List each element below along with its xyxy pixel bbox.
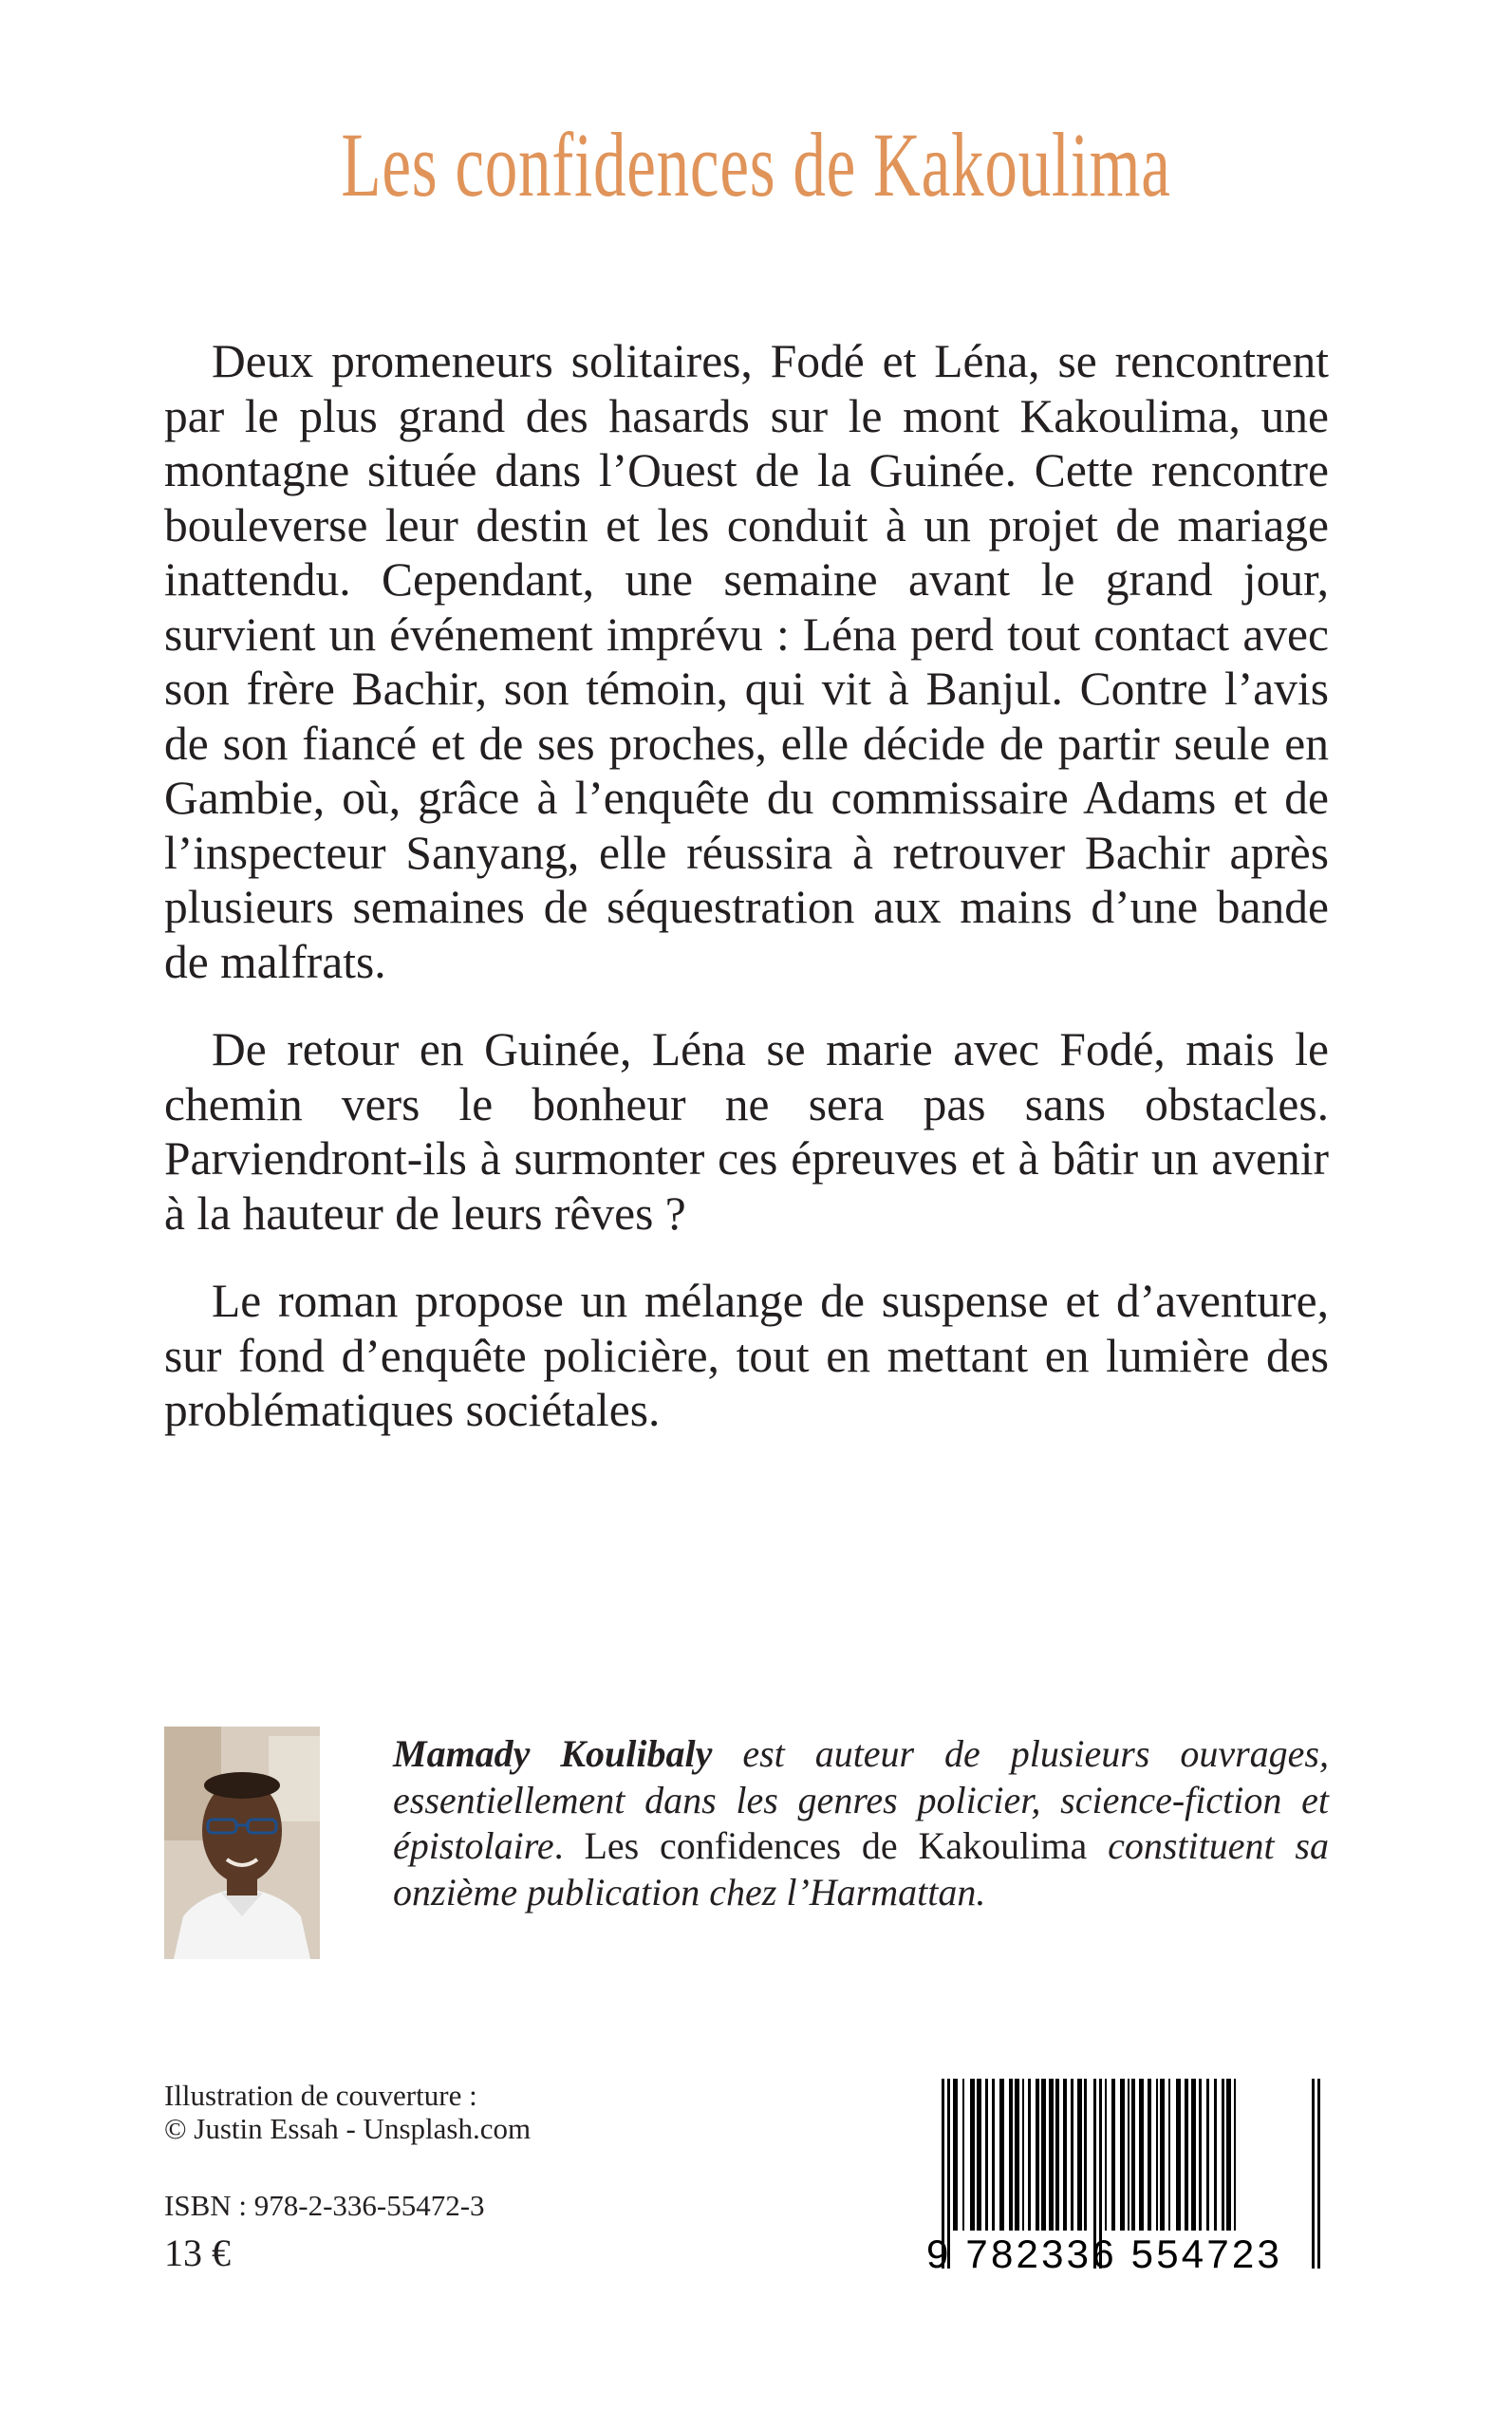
barcode-bar	[1214, 2079, 1217, 2231]
barcode-bar	[1111, 2079, 1115, 2231]
barcode-bar	[1049, 2079, 1054, 2231]
barcode-bar	[1015, 2079, 1019, 2231]
price: 13 €	[164, 2232, 231, 2274]
barcode-bar	[1071, 2079, 1073, 2231]
barcode-bar	[953, 2079, 958, 2231]
author-bio-part-3: constituent sa onzième publication chez l’Harmattan.	[393, 1824, 1329, 1914]
book-title: Les confidences de Kakoulima	[341, 114, 1171, 215]
barcode-bar	[962, 2079, 964, 2231]
author-bio-part-2: . Les confidences de Kakoulima	[553, 1824, 1109, 1867]
barcode-bar	[1084, 2079, 1087, 2231]
barcode-bar	[1063, 2079, 1067, 2231]
barcode-bar	[1128, 2079, 1129, 2231]
author-portrait-illustration	[164, 1727, 320, 1959]
barcode-bar	[992, 2079, 995, 2231]
author-name: Mamady Koulibaly	[393, 1732, 713, 1775]
barcode-bar	[999, 2079, 1004, 2231]
author-bio-part-1: est auteur de plusieurs ouvrages, essentiellement dans les genres policier, science-fiction et épistolaire	[393, 1732, 1329, 1867]
blurb-paragraph-2: De retour en Guinée, Léna se marie avec Fodé, mais le chemin vers le bonheur ne sera pas sans obstacles. Parviendront-ils à surmonter ces épreuves et à bâtir un avenir à la hauteur de leurs rêves ?	[164, 1023, 1329, 1240]
barcode-bar	[1028, 2079, 1031, 2231]
barcode-bar	[970, 2079, 975, 2231]
barcode-bar	[1105, 2079, 1107, 2231]
barcode-bar	[1199, 2079, 1202, 2231]
barcode-bar	[1036, 2079, 1039, 2231]
barcode-bar	[1077, 2079, 1082, 2231]
barcode-bar	[977, 2079, 981, 2231]
barcode-bar	[1234, 2079, 1236, 2231]
author-bio	[393, 1731, 1329, 1915]
barcode-bar	[1131, 2079, 1135, 2231]
blurb-paragraph-1: Deux promeneurs solitaires, Fodé et Léna, se rencontrent par le plus grand des hasards sur le mont Kakoulima, une montagne située dans l’Ouest de la Guinée. Cette rencontre bouleverse leur destin et les conduit à un projet de mariage inattendu. Cependant, une semaine avant le grand jour, survient un événement imprévu : Léna perd tout contact avec son frère Bachir, son témoin, qui vit à Banjul. Contre l’avis de son fiancé et de ses proches, elle décide de partir seule en Gambie, où, grâce à l’enquête du commissaire Adams et de l’inspecteur Sanyang, elle réussira à retrouver Bachir après plusieurs semaines de séquestration aux mains d’une bande de malfrats.	[164, 335, 1329, 988]
barcode-bar	[1222, 2079, 1224, 2231]
blurb-paragraph-3: Le roman propose un mélange de suspense et d’aventure, sur fond d’enquête policière, tout en mettant en lumière des problématiques sociétales.	[164, 1275, 1329, 1436]
author-photo	[164, 1727, 320, 1959]
barcode-bar	[1022, 2079, 1024, 2231]
isbn: ISBN : 978-2-336-55472-3	[164, 2189, 485, 2222]
barcode-bar	[1226, 2079, 1231, 2231]
barcode-digits: 9 782336 554723	[926, 2232, 1282, 2276]
barcode-bar	[985, 2079, 988, 2231]
barcode-bar	[1176, 2079, 1181, 2231]
barcode-bar	[1160, 2079, 1165, 2231]
credits-line-1: Illustration de couverture :	[164, 2079, 477, 2112]
blurb-text	[164, 334, 1329, 1471]
barcode-bar	[1120, 2079, 1125, 2231]
barcode-bar	[1055, 2079, 1059, 2231]
barcode-bar	[1148, 2079, 1151, 2231]
barcode-bar	[1191, 2079, 1196, 2231]
barcode-bar	[1009, 2079, 1013, 2231]
barcode-bar	[1156, 2079, 1158, 2231]
barcode-bar	[1041, 2079, 1046, 2231]
barcode-bar	[1206, 2079, 1209, 2231]
credits-line-2: © Justin Essah - Unsplash.com	[164, 2112, 532, 2145]
barcode-bar	[1185, 2079, 1188, 2231]
barcode-bar	[1139, 2079, 1144, 2231]
cover-credits	[164, 2079, 531, 2145]
barcode-bar	[1168, 2079, 1170, 2231]
